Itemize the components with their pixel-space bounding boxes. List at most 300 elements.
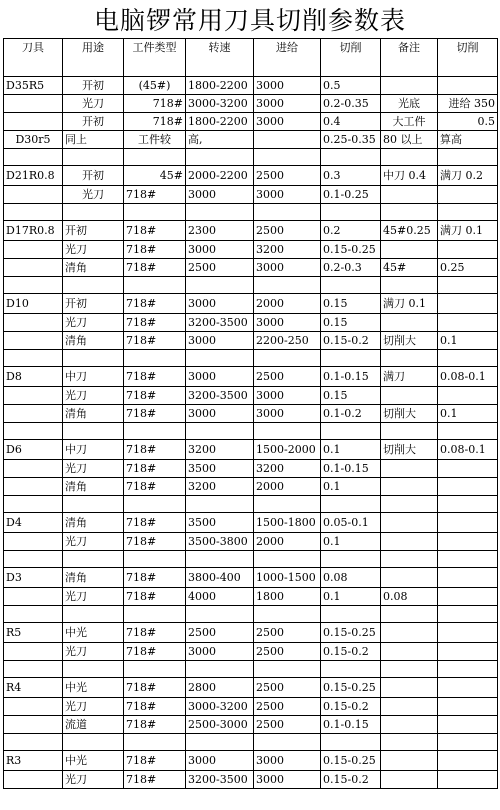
- table-cell: [381, 698, 438, 716]
- table-cell: 3000: [254, 314, 321, 332]
- table-cell: [4, 277, 63, 294]
- table-cell: [381, 751, 438, 771]
- table-cell: [438, 77, 498, 95]
- table-cell: 开初: [63, 294, 124, 314]
- table-cell: D35R5: [4, 77, 63, 95]
- table-cell: 0.25-0.35: [321, 131, 381, 149]
- table-cell: 3200-3500: [186, 387, 254, 405]
- table-spacer-row: [4, 149, 498, 166]
- table-cell: [254, 606, 321, 623]
- table-cell: 718#: [124, 698, 186, 716]
- table-cell: [381, 606, 438, 623]
- table-row: [4, 513, 498, 533]
- table-cell: 3000: [186, 186, 254, 204]
- table-cell: [186, 350, 254, 367]
- table-cell: 3800-400: [186, 568, 254, 588]
- table-cell: [321, 423, 381, 440]
- table-row: [4, 440, 498, 460]
- table-cell: 3500-3800: [186, 533, 254, 551]
- table-cell: [381, 734, 438, 751]
- table-cell: 718#: [124, 623, 186, 643]
- table-cell: 1800-2200: [186, 77, 254, 95]
- table-cell: 光刀: [63, 460, 124, 478]
- table-cell: 0.4: [321, 113, 381, 131]
- table-spacer-row: [4, 661, 498, 678]
- table-cell: 3000: [186, 294, 254, 314]
- table-cell: 清角: [63, 513, 124, 533]
- table-cell: 0.1-0.15: [321, 460, 381, 478]
- table-cell: [63, 423, 124, 440]
- table-cell: D3: [4, 568, 63, 588]
- table-cell: R3: [4, 751, 63, 771]
- table-cell: [381, 314, 438, 332]
- table-cell: [381, 623, 438, 643]
- table-cell: R4: [4, 678, 63, 698]
- table-row: [4, 166, 498, 186]
- table-cell: 0.08: [381, 588, 438, 606]
- header-cell-cut-2: 切削: [438, 39, 498, 77]
- table-cell: [438, 277, 498, 294]
- table-cell: 718#: [124, 186, 186, 204]
- table-cell: 718#: [124, 440, 186, 460]
- table-cell: [381, 771, 438, 789]
- table-cell: (45#): [124, 77, 186, 95]
- table-cell: [254, 204, 321, 221]
- table-cell: 光底: [381, 95, 438, 113]
- table-row: [4, 332, 498, 350]
- table-cell: 1800-2200: [186, 113, 254, 131]
- table-cell: [124, 661, 186, 678]
- table-cell: [4, 149, 63, 166]
- table-cell: [4, 551, 63, 568]
- table-cell: 3000: [254, 771, 321, 789]
- table-cell: 3000-3200: [186, 698, 254, 716]
- table-cell: [381, 533, 438, 551]
- table-cell: 0.3: [321, 166, 381, 186]
- table-cell: [438, 241, 498, 259]
- table-cell: [438, 588, 498, 606]
- table-cell: [186, 551, 254, 568]
- table-cell: 流道: [63, 716, 124, 734]
- table-row: [4, 568, 498, 588]
- table-cell: [254, 734, 321, 751]
- table-cell: 0.1: [438, 332, 498, 350]
- table-cell: 718#: [124, 113, 186, 131]
- table-cell: 718#: [124, 568, 186, 588]
- table-cell: [4, 643, 63, 661]
- table-cell: [438, 314, 498, 332]
- header-cell-workpiece-type: 工件类型: [124, 39, 186, 77]
- table-cell: 中光: [63, 678, 124, 698]
- table-spacer-row: [4, 204, 498, 221]
- table-cell: 2500: [254, 166, 321, 186]
- table-cell: D30r5: [4, 131, 63, 149]
- table-cell: D17R0.8: [4, 221, 63, 241]
- table-cell: 2500: [254, 623, 321, 643]
- table-cell: [381, 241, 438, 259]
- table-cell: 0.15-0.2: [321, 698, 381, 716]
- table-cell: [381, 568, 438, 588]
- table-cell: [4, 771, 63, 789]
- table-cell: [124, 734, 186, 751]
- table-row: [4, 678, 498, 698]
- table-cell: 0.08-0.1: [438, 367, 498, 387]
- table-cell: 718#: [124, 95, 186, 113]
- table-cell: 光刀: [63, 387, 124, 405]
- table-cell: 开初: [63, 113, 124, 131]
- table-row: [4, 623, 498, 643]
- table-cell: [4, 478, 63, 496]
- table-row: [4, 643, 498, 661]
- table-cell: 3000: [254, 77, 321, 95]
- table-cell: 3500: [186, 513, 254, 533]
- header-cell-remark: 备注: [381, 39, 438, 77]
- table-cell: [438, 751, 498, 771]
- table-cell: 满刀 0.1: [438, 221, 498, 241]
- table-cell: 0.08: [321, 568, 381, 588]
- table-spacer-row: [4, 551, 498, 568]
- table-cell: 80 以上: [381, 131, 438, 149]
- table-cell: 开初: [63, 166, 124, 186]
- table-row: [4, 314, 498, 332]
- table-title: 电脑锣常用刀具切削参数表: [93, 6, 406, 35]
- table-row: [4, 478, 498, 496]
- table-cell: [186, 496, 254, 513]
- table-cell: 0.1: [321, 588, 381, 606]
- table-cell: 45#0.25: [381, 221, 438, 241]
- table-cell: [4, 496, 63, 513]
- table-cell: [381, 350, 438, 367]
- table-cell: 3000: [254, 186, 321, 204]
- table-cell: [438, 771, 498, 789]
- table-cell: 满刀: [381, 367, 438, 387]
- table-cell: 1000-1500: [254, 568, 321, 588]
- table-cell: [124, 204, 186, 221]
- table-cell: 3000: [186, 751, 254, 771]
- table-cell: 0.1: [321, 440, 381, 460]
- table-row: [4, 588, 498, 606]
- table-cell: 0.15: [321, 387, 381, 405]
- table-cell: 718#: [124, 332, 186, 350]
- table-spacer-row: [4, 423, 498, 440]
- table-cell: [63, 350, 124, 367]
- table-cell: [63, 606, 124, 623]
- table-row: [4, 716, 498, 734]
- table-cell: [4, 606, 63, 623]
- table-spacer-row: [4, 277, 498, 294]
- table-cell: 2500: [254, 367, 321, 387]
- table-cell: 0.08-0.1: [438, 440, 498, 460]
- table-cell: [381, 551, 438, 568]
- table-cell: [4, 350, 63, 367]
- table-cell: 2200-250: [254, 332, 321, 350]
- table-cell: 0.1-0.15: [321, 367, 381, 387]
- table-cell: [63, 149, 124, 166]
- table-cell: [254, 149, 321, 166]
- table-cell: 718#: [124, 513, 186, 533]
- table-cell: 718#: [124, 716, 186, 734]
- table-cell: 0.1-0.15: [321, 716, 381, 734]
- table-cell: 718#: [124, 588, 186, 606]
- table-cell: 0.15-0.25: [321, 241, 381, 259]
- table-cell: [254, 496, 321, 513]
- table-cell: [4, 259, 63, 277]
- table-cell: [4, 533, 63, 551]
- table-cell: [438, 423, 498, 440]
- table-cell: [381, 204, 438, 221]
- table-cell: [321, 551, 381, 568]
- table-cell: [4, 423, 63, 440]
- table-cell: 0.1: [321, 533, 381, 551]
- table-cell: 同上: [63, 131, 124, 149]
- table-cell: 718#: [124, 314, 186, 332]
- table-cell: [254, 551, 321, 568]
- table-cell: 3000: [254, 113, 321, 131]
- table-cell: 清角: [63, 478, 124, 496]
- table-cell: 高,: [186, 131, 254, 149]
- table-cell: [381, 77, 438, 95]
- table-row: [4, 131, 498, 149]
- table-cell: [381, 478, 438, 496]
- table-cell: 清角: [63, 332, 124, 350]
- table-cell: D4: [4, 513, 63, 533]
- table-cell: 3000: [186, 405, 254, 423]
- table-row: [4, 113, 498, 131]
- table-cell: [438, 149, 498, 166]
- table-cell: [321, 204, 381, 221]
- table-cell: 中刀: [63, 440, 124, 460]
- table-cell: D10: [4, 294, 63, 314]
- table-cell: [438, 661, 498, 678]
- table-cell: [381, 423, 438, 440]
- table-row: [4, 460, 498, 478]
- table-cell: [4, 698, 63, 716]
- table-cell: 进给 350: [438, 95, 498, 113]
- header-cell-cut: 切削: [321, 39, 381, 77]
- table-cell: [254, 277, 321, 294]
- table-cell: [438, 606, 498, 623]
- table-cell: 718#: [124, 259, 186, 277]
- table-cell: [4, 241, 63, 259]
- table-cell: 718#: [124, 771, 186, 789]
- table-row: [4, 751, 498, 771]
- table-cell: [4, 186, 63, 204]
- table-cell: [63, 496, 124, 513]
- table-cell: [321, 277, 381, 294]
- table-cell: 光刀: [63, 533, 124, 551]
- table-cell: 光刀: [63, 643, 124, 661]
- table-row: [4, 95, 498, 113]
- table-cell: [381, 496, 438, 513]
- table-cell: 3000-3200: [186, 95, 254, 113]
- table-cell: 开初: [63, 77, 124, 95]
- table-cell: [381, 277, 438, 294]
- table-cell: [63, 734, 124, 751]
- table-cell: 3000: [254, 387, 321, 405]
- table-cell: [438, 734, 498, 751]
- table-cell: 718#: [124, 751, 186, 771]
- table-cell: [4, 460, 63, 478]
- table-cell: 0.15-0.25: [321, 751, 381, 771]
- table-cell: D21R0.8: [4, 166, 63, 186]
- table-cell: 光刀: [63, 95, 124, 113]
- table-cell: 45#: [124, 166, 186, 186]
- table-cell: [438, 460, 498, 478]
- table-cell: 3000: [186, 367, 254, 387]
- table-cell: [124, 350, 186, 367]
- table-cell: [124, 496, 186, 513]
- table-cell: 2000-2200: [186, 166, 254, 186]
- table-cell: 算高: [438, 131, 498, 149]
- table-cell: [254, 131, 321, 149]
- table-cell: 0.15-0.25: [321, 623, 381, 643]
- table-cell: 2500-3000: [186, 716, 254, 734]
- table-cell: [186, 204, 254, 221]
- table-cell: 2500: [254, 698, 321, 716]
- table-row: [4, 77, 498, 95]
- table-cell: 工件较: [124, 131, 186, 149]
- table-cell: [124, 551, 186, 568]
- table-cell: 0.2: [321, 221, 381, 241]
- table-cell: 0.1-0.25: [321, 186, 381, 204]
- table-cell: 2500: [254, 221, 321, 241]
- table-cell: [124, 606, 186, 623]
- table-cell: [438, 643, 498, 661]
- table-cell: D8: [4, 367, 63, 387]
- table-cell: 光刀: [63, 314, 124, 332]
- table-cell: [4, 734, 63, 751]
- table-cell: 0.5: [321, 77, 381, 95]
- table-cell: [321, 350, 381, 367]
- table-cell: 718#: [124, 405, 186, 423]
- table-cell: 3000: [186, 332, 254, 350]
- table-cell: 3000: [254, 95, 321, 113]
- table-cell: [438, 294, 498, 314]
- table-cell: [438, 204, 498, 221]
- header-row: [4, 39, 498, 77]
- table-cell: 718#: [124, 478, 186, 496]
- table-cell: R5: [4, 623, 63, 643]
- table-cell: 718#: [124, 533, 186, 551]
- table-cell: [254, 350, 321, 367]
- table-cell: 0.1: [321, 478, 381, 496]
- table-cell: 清角: [63, 259, 124, 277]
- table-cell: 0.05-0.1: [321, 513, 381, 533]
- table-cell: 0.15-0.25: [321, 678, 381, 698]
- table-spacer-row: [4, 496, 498, 513]
- table-cell: [438, 350, 498, 367]
- table-cell: [4, 113, 63, 131]
- table-cell: [186, 606, 254, 623]
- table-cell: 光刀: [63, 588, 124, 606]
- table-row: [4, 387, 498, 405]
- table-cell: 0.15: [321, 294, 381, 314]
- table-cell: [381, 460, 438, 478]
- table-cell: 0.15-0.2: [321, 332, 381, 350]
- table-cell: 切削大: [381, 440, 438, 460]
- table-cell: [381, 643, 438, 661]
- table-cell: 3200-3500: [186, 314, 254, 332]
- table-cell: 满刀 0.2: [438, 166, 498, 186]
- table-cell: [321, 734, 381, 751]
- table-cell: 4000: [186, 588, 254, 606]
- table-cell: 3000: [186, 241, 254, 259]
- table-cell: 718#: [124, 221, 186, 241]
- table-cell: [63, 204, 124, 221]
- table-cell: 0.25: [438, 259, 498, 277]
- table-cell: [4, 661, 63, 678]
- table-row: [4, 367, 498, 387]
- table-cell: [4, 95, 63, 113]
- header-cell-speed: 转速: [186, 39, 254, 77]
- table-cell: 光刀: [63, 241, 124, 259]
- table-cell: [381, 716, 438, 734]
- table-cell: 切削大: [381, 332, 438, 350]
- table-cell: [321, 496, 381, 513]
- table-cell: 中光: [63, 751, 124, 771]
- table-cell: [321, 661, 381, 678]
- table-cell: [4, 588, 63, 606]
- table-cell: [438, 533, 498, 551]
- table-cell: 0.2-0.35: [321, 95, 381, 113]
- table-cell: 清角: [63, 405, 124, 423]
- table-cell: 3200: [254, 460, 321, 478]
- table-row: [4, 186, 498, 204]
- table-spacer-row: [4, 734, 498, 751]
- table-spacer-row: [4, 606, 498, 623]
- table-cell: 2000: [254, 478, 321, 496]
- table-cell: [321, 149, 381, 166]
- table-row: [4, 241, 498, 259]
- table-cell: 3200: [186, 440, 254, 460]
- table-row: [4, 259, 498, 277]
- table-row: [4, 533, 498, 551]
- table-cell: [438, 698, 498, 716]
- table-cell: [438, 496, 498, 513]
- table-cell: [381, 186, 438, 204]
- table-cell: [381, 387, 438, 405]
- table-cell: [254, 423, 321, 440]
- table-cell: [438, 568, 498, 588]
- table-cell: 3200-3500: [186, 771, 254, 789]
- table-cell: 2800: [186, 678, 254, 698]
- table-cell: 45#: [381, 259, 438, 277]
- table-cell: [4, 204, 63, 221]
- table-cell: 3000: [254, 259, 321, 277]
- table-cell: [438, 678, 498, 698]
- table-cell: 1800: [254, 588, 321, 606]
- table-cell: 大工件: [381, 113, 438, 131]
- table-cell: [186, 734, 254, 751]
- table-cell: 3000: [186, 643, 254, 661]
- table-cell: 光刀: [63, 771, 124, 789]
- table-cell: [381, 149, 438, 166]
- table-cell: [63, 551, 124, 568]
- header-cell-feed: 进给: [254, 39, 321, 77]
- table-cell: [186, 661, 254, 678]
- table-cell: 0.1-0.2: [321, 405, 381, 423]
- table-cell: [438, 716, 498, 734]
- table-cell: [381, 513, 438, 533]
- table-cell: 3200: [254, 241, 321, 259]
- table-cell: 满刀 0.1: [381, 294, 438, 314]
- table-cell: 1500-2000: [254, 440, 321, 460]
- table-cell: 3500: [186, 460, 254, 478]
- table-row: [4, 771, 498, 789]
- table-cell: 2500: [186, 259, 254, 277]
- table-cell: 2500: [254, 678, 321, 698]
- table-cell: 718#: [124, 294, 186, 314]
